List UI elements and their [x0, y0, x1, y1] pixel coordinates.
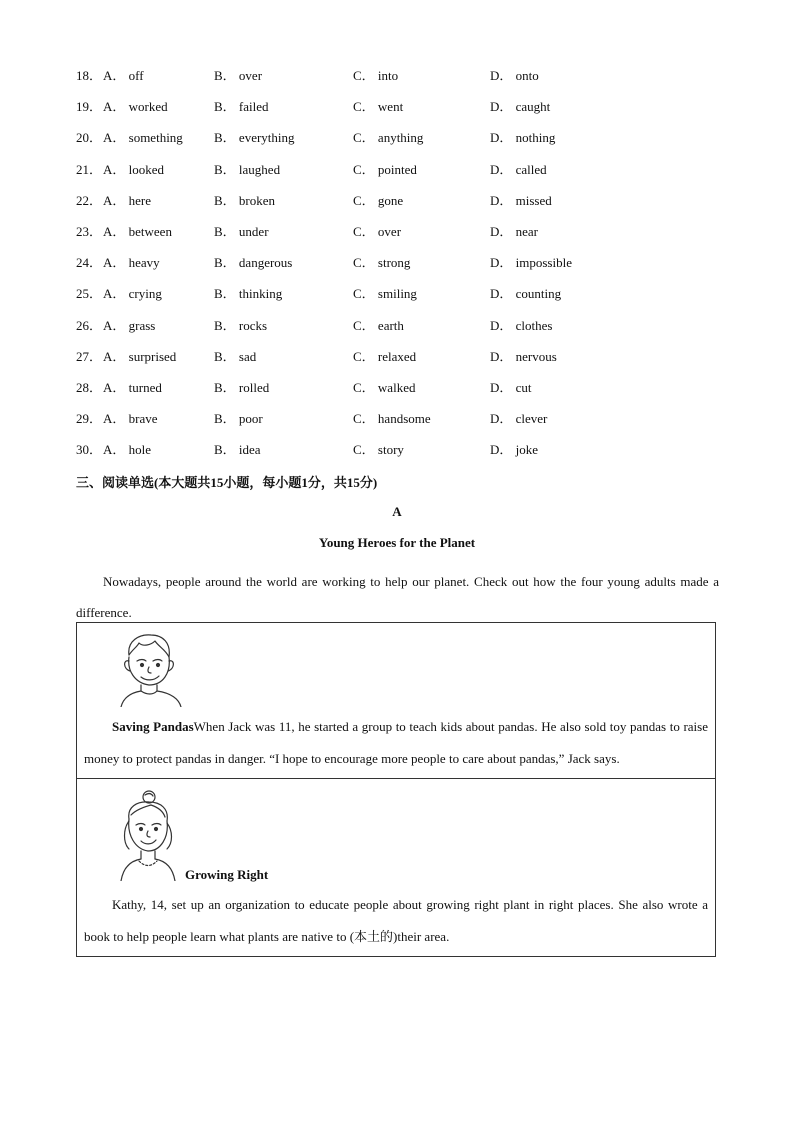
- option-c: C． gone: [353, 192, 404, 208]
- option-d: D． joke: [490, 442, 539, 458]
- question-number: 27．: [76, 348, 103, 364]
- option-c: C． over: [353, 223, 402, 239]
- option-d: D． near: [490, 223, 539, 239]
- option-a: A． something: [103, 130, 183, 146]
- card-text: When Jack was 11, he started a group to teach kids about pandas. He also sold toy pandas to raise money to protect pandas in danger. “I hope to encourage more people to care about pandas,” Jack says.: [84, 719, 708, 766]
- option-a: A． crying: [103, 286, 162, 302]
- option-d: D． clever: [490, 411, 548, 427]
- question-number: 24．: [76, 255, 103, 271]
- option-c: C． strong: [353, 255, 411, 271]
- card-text: Kathy, 14, set up an organization to educate people about growing right plant in right places. She also wrote a book to help people learn what plants are native to (本土的)their area.: [84, 897, 708, 944]
- question-number: 28．: [76, 379, 103, 395]
- option-c: C． into: [353, 68, 399, 83]
- card-heading: Growing Right: [185, 867, 269, 882]
- option-a: A． hole: [103, 442, 152, 458]
- option-b: B． sad: [214, 348, 257, 364]
- question-number: 18．: [76, 68, 103, 83]
- option-b: B． idea: [214, 442, 261, 458]
- option-d: D． missed: [490, 192, 552, 208]
- option-c: C． anything: [353, 130, 424, 146]
- question-number: 23．: [76, 223, 103, 239]
- option-c: C． pointed: [353, 161, 417, 177]
- option-a: A． looked: [103, 161, 165, 177]
- section-heading: 三、阅读单选(本大题共15小题，每小题1分，共15分): [76, 475, 378, 490]
- question-number: 26．: [76, 317, 103, 333]
- option-d: D． clothes: [490, 317, 553, 333]
- question-number: 21．: [76, 161, 103, 177]
- option-c: C． handsome: [353, 411, 431, 427]
- option-b: B． dangerous: [214, 255, 293, 271]
- option-a: A． brave: [103, 411, 158, 427]
- option-d: D． onto: [490, 68, 539, 83]
- option-b: B． everything: [214, 130, 295, 146]
- passage-intro: Nowadays, people around the world are working to help our planet. Check out how the four young adults made a difference.: [76, 574, 719, 620]
- passage-title: Young Heroes for the Planet: [318, 535, 476, 550]
- option-a: A． grass: [103, 317, 156, 333]
- option-a: A． between: [103, 223, 172, 239]
- option-d: D． caught: [490, 99, 551, 115]
- hero-card-jack: [76, 622, 716, 779]
- passage-letter: A: [392, 504, 402, 519]
- question-number: 25．: [76, 286, 103, 302]
- option-c: C． went: [353, 99, 404, 115]
- girl-portrait-icon: [115, 789, 179, 881]
- option-a: A． off: [103, 68, 144, 83]
- option-c: C． smiling: [353, 286, 417, 302]
- option-d: D． nothing: [490, 130, 556, 146]
- option-b: B． under: [214, 223, 269, 239]
- option-d: D． cut: [490, 379, 532, 395]
- option-b: B． broken: [214, 192, 276, 208]
- question-number: 19．: [76, 99, 103, 115]
- option-d: D． called: [490, 161, 547, 177]
- option-b: B． laughed: [214, 161, 281, 177]
- option-a: A． worked: [103, 99, 168, 115]
- option-d: D． counting: [490, 286, 562, 302]
- option-b: B． over: [214, 68, 263, 83]
- option-b: B． thinking: [214, 286, 283, 302]
- option-b: B． poor: [214, 411, 263, 427]
- option-c: C． relaxed: [353, 348, 417, 364]
- option-b: B． rolled: [214, 379, 270, 395]
- option-a: A． heavy: [103, 255, 160, 271]
- option-a: A． here: [103, 192, 152, 208]
- option-c: C． walked: [353, 379, 416, 395]
- hero-card-kathy: [76, 778, 716, 957]
- question-number: 30．: [76, 442, 103, 458]
- boy-portrait-icon: [117, 631, 185, 707]
- question-number: 29．: [76, 411, 103, 427]
- option-b: B． rocks: [214, 317, 268, 333]
- option-c: C． earth: [353, 317, 404, 333]
- option-c: C． story: [353, 442, 404, 458]
- option-b: B． failed: [214, 99, 269, 115]
- card-body: [84, 711, 708, 775]
- question-number: 22．: [76, 192, 103, 208]
- option-d: D． impossible: [490, 255, 572, 271]
- option-a: A． turned: [103, 379, 162, 395]
- option-a: A． surprised: [103, 348, 177, 364]
- question-number: 20．: [76, 130, 103, 146]
- card-heading: Saving Pandas: [112, 719, 194, 734]
- option-d: D． nervous: [490, 348, 557, 364]
